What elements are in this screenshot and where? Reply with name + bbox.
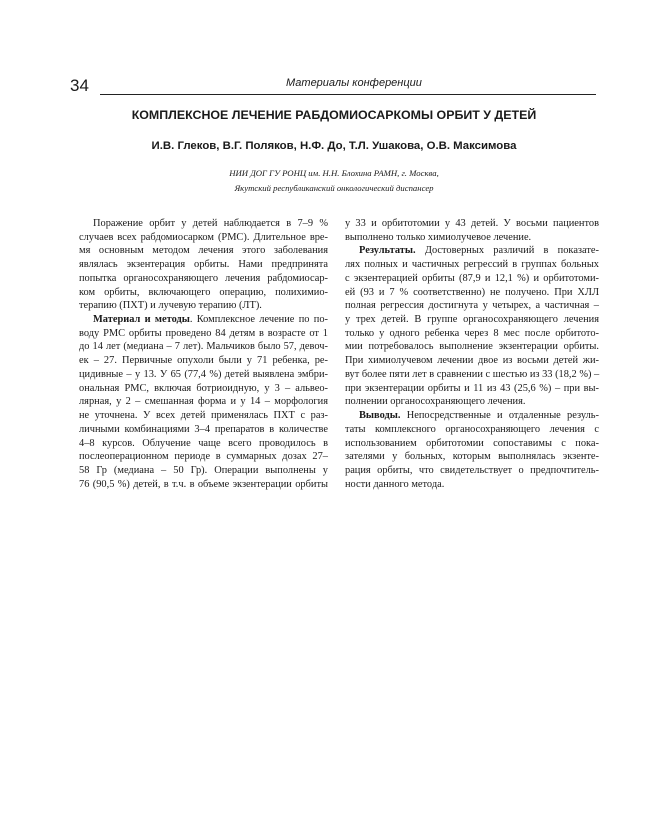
text-line: воду РМС орбиты проведено 84 детям в возрасте от 1 (79, 327, 328, 339)
section-heading-methods: Материал и методы (93, 314, 190, 326)
running-title: Материалы конференции (286, 77, 422, 89)
left-column (79, 217, 328, 491)
text-line: случаев всех рабдомиосарком (РМС). Длительное вре- (79, 231, 328, 243)
text-line: ек – 27. Первичные опухоли были у 71 ребенка, ре- (79, 355, 328, 367)
text-line: 58 Гр (медиана – 50 Гр). Операции выполнены у (79, 464, 328, 476)
text-line: цидивные – у 13. У 65 (77,4 %) детей выявлена эмбри- (79, 368, 328, 380)
text-line: ей (93 и 7 % соответственно) не получено. При ХЛЛ (345, 286, 599, 298)
text-line: попытка органосохраняющего лечения рабдомиосар- (79, 272, 328, 284)
text-line: выполнено только химиолучевое лечение. (345, 231, 532, 243)
page-number: 34 (70, 76, 89, 95)
text-line: полнении органосохраняющего лечения. (345, 396, 526, 408)
text-line: ональная РМС, включая ботриоидную, у 3 – альвео- (79, 382, 328, 394)
text-line: мии потребовалось выполнение экзентерации орбиты. (345, 341, 599, 353)
text-line: таты комплексного органосохраняющего лечения с (345, 423, 599, 435)
text-line: у трех детей. В группе органосохраняющего лечения (345, 314, 599, 326)
authors: И.В. Глеков, В.Г. Поляков, Н.Ф. До, Т.Л. Ушакова, О.В. Максимова (151, 140, 517, 152)
text-line: являлась экзентерация орбиты. Нами предпринята (79, 259, 328, 271)
affiliation-line: НИИ ДОГ ГУ РОНЦ им. Н.Н. Блохина РАМН, г. Москва, (229, 168, 439, 178)
section-start-line: Выводы. Непосредственные и отдаленные резуль- (359, 410, 599, 422)
text-line: ности данного метода. (345, 478, 445, 490)
right-column (345, 217, 599, 491)
text-line: с экзентерацией орбиты (87,9 и 12,1 %) и орбитотоми- (345, 272, 599, 284)
text-line: при экзентерации орбиты и 11 из 43 (25,6 %) – при вы- (345, 382, 599, 394)
section-heading-results: Результаты. (359, 245, 416, 257)
text-line: лярная, у 2 – смешанная форма и у 14 – морфология (79, 396, 328, 408)
affiliation (70, 166, 598, 195)
section-start-line: Материал и методы. Комплексное лечение по по- (93, 314, 329, 326)
text-line: 76 (90,5 %) детей, в т.ч. в объеме экзентерации орбиты (79, 478, 328, 490)
section-heading-conclusions: Выводы. (359, 410, 401, 422)
text-line: вут более пяти лет в сравнении с шестью из 33 (18,2 %) – (345, 368, 600, 380)
text-line: только у одного ребенка через 8 мес после орбитото- (345, 327, 599, 339)
text-line: личными комбинациями 3–4 препаратов в количестве (79, 423, 328, 435)
text-line: Поражение орбит у детей наблюдается в 7–9 % (93, 218, 328, 229)
text-line: полная регрессия достигнута у четырех, а частичная – (345, 300, 599, 312)
text-line: лях полных и частичных регрессий в группах больных (345, 259, 599, 271)
text-line: При химиолучевом лечении двое из восьми детей жи- (345, 355, 599, 367)
text-line: у 33 и орбитотомии у 43 детей. У восьми пациентов (345, 218, 599, 229)
text-line: мя основным методом лечения этого заболевания (79, 245, 328, 257)
text-line: зателями у больных, которым выполнялась экзенте- (345, 451, 599, 463)
text-line: до 14 лет (медиана – 7 лет). Мальчиков было 57, девоч- (79, 341, 328, 353)
article-title: КОМПЛЕКСНОЕ ЛЕЧЕНИЕ РАБДОМИОСАРКОМЫ ОРБИТ У ДЕТЕЙ (131, 108, 537, 122)
text-line: терапию (ПХТ) и лучевую терапию (ЛТ). (79, 300, 262, 312)
header-rule (100, 94, 596, 95)
text-line: использованием орбитотомии сопоставимы с пока- (345, 437, 599, 449)
text-line: 4–8 курсов. Облучение чаще всего проводилось в (79, 437, 328, 449)
text-line: ком орбиты, включающего операцию, полихимио- (79, 286, 328, 298)
affiliation-line: Якутский республиканский онкологический диспансер (234, 182, 434, 193)
text-line: рация орбиты, что свидетельствует о предпочтитель- (345, 464, 599, 476)
text-line: не уточнена. У всех детей применялась ПХТ с раз- (79, 410, 328, 422)
section-start-line: Результаты. Достоверных различий в показате- (359, 245, 599, 257)
text-line: послеоперационном периоде в суммарных дозах 27– (79, 451, 328, 463)
